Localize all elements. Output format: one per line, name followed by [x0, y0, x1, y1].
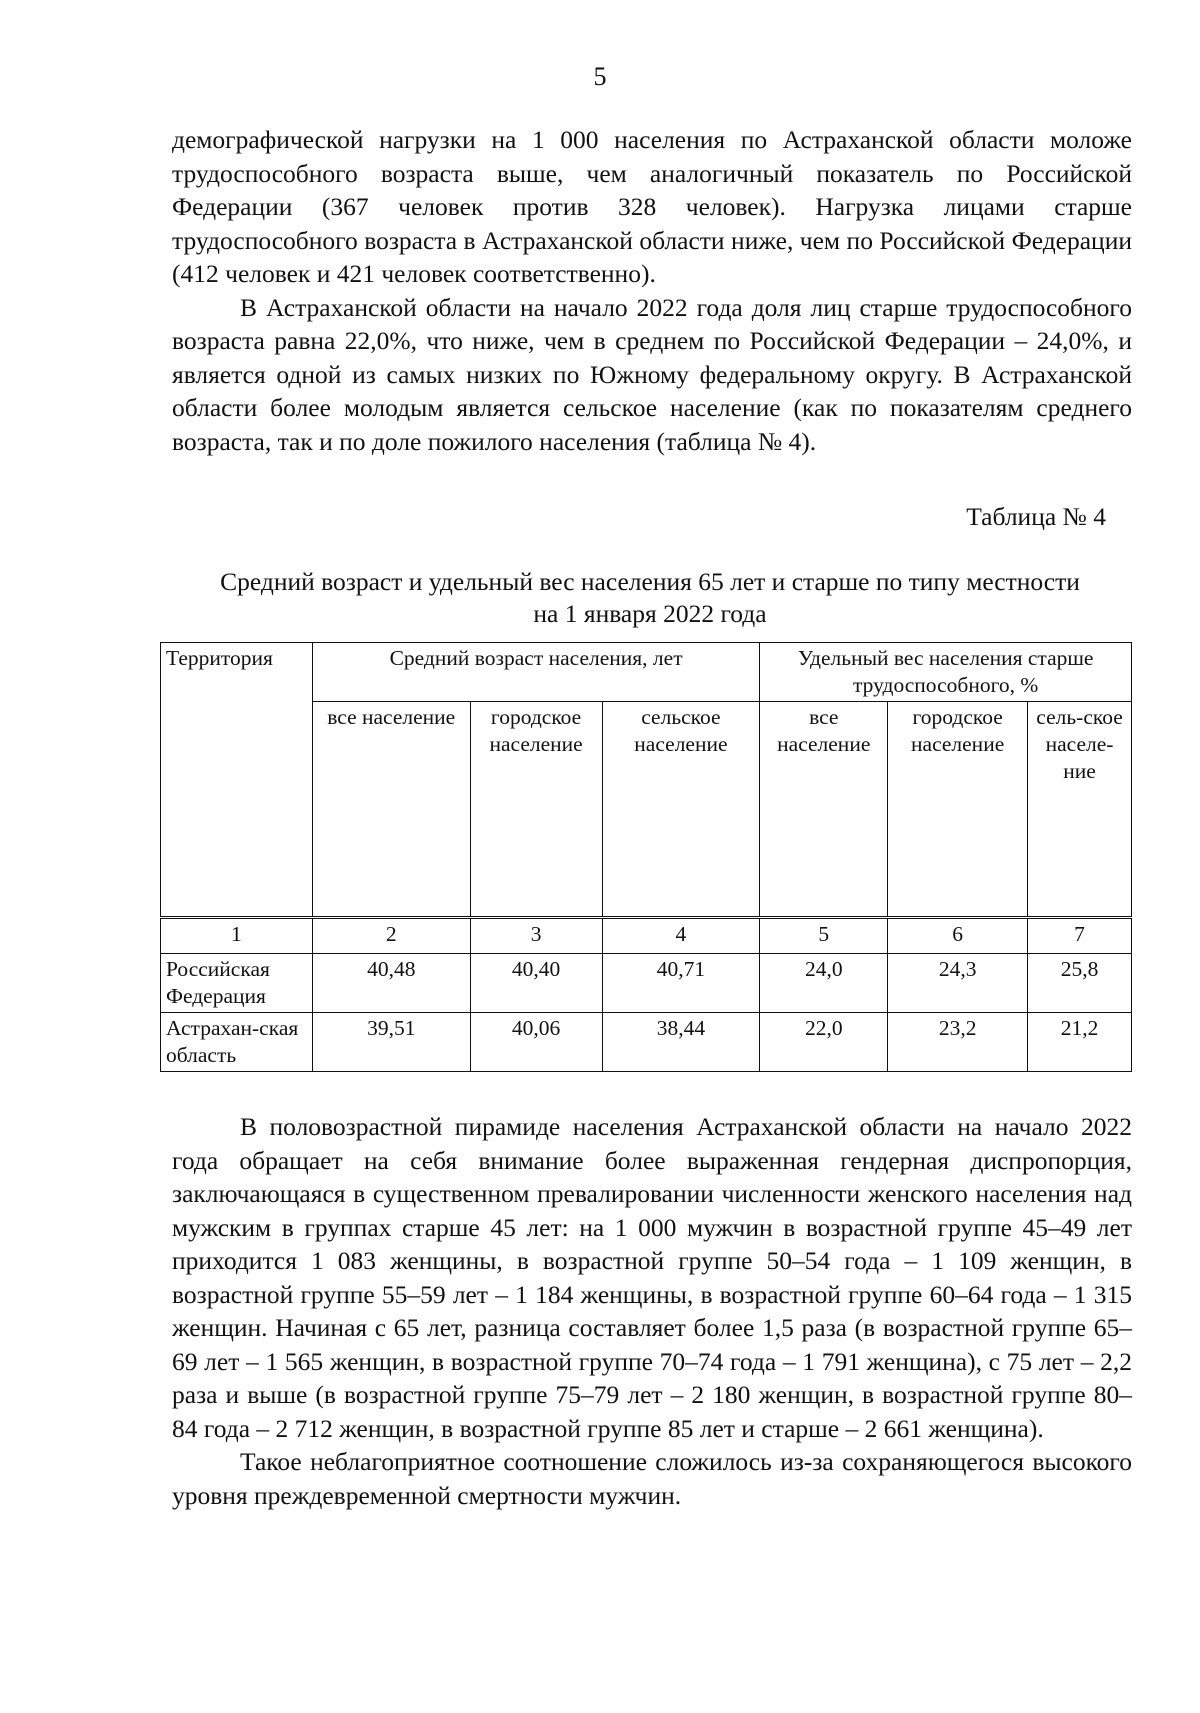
table-row	[161, 1013, 1132, 1072]
table-cell: 23,2	[888, 1013, 1028, 1072]
subheader-cell: сель-ское населе-ние	[1028, 702, 1132, 918]
column-number: 6	[888, 918, 1028, 954]
table-cell: 38,44	[602, 1013, 760, 1072]
table-cell: 25,8	[1028, 954, 1132, 1013]
column-number-row	[161, 918, 1132, 954]
table-cell: 40,71	[602, 954, 760, 1013]
subheader-cell: все население	[760, 702, 888, 918]
subheader-cell: городское население	[888, 702, 1028, 918]
data-table	[160, 642, 1132, 1072]
table-cell: 40,48	[312, 954, 470, 1013]
paragraph: В половозрастной пирамиде населения Астраханской области на начало 2022 года обращает на себя внимание более выраженная гендерная диспропорция, заключающаяся в существенном превалировании численности женского населения над мужским в группах старше 45 лет: на 1 000 мужчин в возрастной группе 45–49 лет приходится 1 083 женщины, в возрастной группе 50–54 года – 1 109 женщин, в возрастной группе 55–59 лет – 1 184 женщины, в возрастной группе 60–64 года – 1 315 женщин. Начиная с 65 лет, разница составляет более 1,5 раза (в возрастной группе 65–69 лет – 1 565 женщин, в возрастной группе 70–74 года – 1 791 женщина), с 75 лет – 2,2 раза и выше (в возрастной группе 75–79 лет – 2 180 женщин, в возрастной группе 80–84 года – 2 712 женщин, в возрастной группе 85 лет и старше – 2 661 женщина).	[172, 1112, 1132, 1443]
table-cell: 40,40	[470, 954, 602, 1013]
header-territory: Территория	[161, 643, 313, 918]
subheader-cell: сельское население	[602, 702, 760, 918]
table-label: Таблица № 4	[966, 502, 1106, 531]
row-territory: Астрахан-ская область	[161, 1013, 313, 1072]
table-cell: 22,0	[760, 1013, 888, 1072]
paragraph: В Астраханской области на начало 2022 года доля лиц старше трудоспособного возраста равна 22,0%, что ниже, чем в среднем по Российской Федерации – 24,0%, и является одной из самых низких по Южному федеральному округу. В Астраханской области более молодым является сельское население (как по показателям среднего возраста, так и по доле пожилого населения (таблица № 4).	[172, 292, 1132, 456]
header-group-share: Удельный вес населения старше трудоспособного, %	[760, 643, 1132, 702]
header-group-mean-age: Средний возраст населения, лет	[312, 643, 759, 702]
text-block-bottom	[172, 1110, 1132, 1512]
paragraph: Такое неблагоприятное соотношение сложилось из-за сохраняющегося высокого уровня преждевременной смертности мужчин.	[172, 1447, 1132, 1510]
text-block-top	[172, 123, 1132, 458]
column-number: 7	[1028, 918, 1132, 954]
column-number: 1	[161, 918, 313, 954]
table-title-line: на 1 января 2022 года	[533, 599, 767, 628]
subheader-cell: городское население	[470, 702, 602, 918]
table-header-row	[161, 643, 1132, 702]
row-territory: Российская Федерация	[161, 954, 313, 1013]
paragraph: демографической нагрузки на 1 000 населения по Астраханской области моложе трудоспособного возраста выше, чем аналогичный показатель по Российской Федерации (367 человек против 328 человек). Нагрузка лицами старше трудоспособного возраста в Астраханской области ниже, чем по Российской Федерации (412 человек и 421 человек соответственно).	[172, 125, 1132, 288]
table-title-line: Средний возраст и удельный вес населения 65 лет и старше по типу местности	[220, 567, 1080, 596]
subheader-cell: все население	[312, 702, 470, 918]
table-cell: 40,06	[470, 1013, 602, 1072]
table-row	[161, 954, 1132, 1013]
page-number: 5	[593, 62, 607, 91]
table-cell: 24,0	[760, 954, 888, 1013]
column-number: 2	[312, 918, 470, 954]
table-cell: 24,3	[888, 954, 1028, 1013]
column-number: 3	[470, 918, 602, 954]
table-cell: 21,2	[1028, 1013, 1132, 1072]
column-number: 4	[602, 918, 760, 954]
table-cell: 39,51	[312, 1013, 470, 1072]
table-title	[160, 566, 1140, 630]
column-number: 5	[760, 918, 888, 954]
